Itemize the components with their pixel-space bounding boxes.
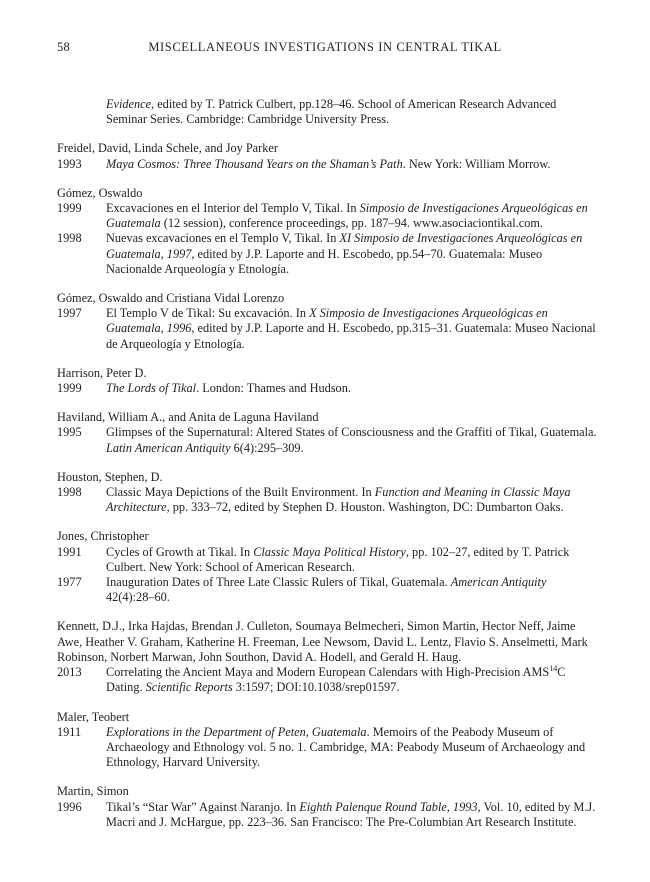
citation-title: Simposio de Investigaciones Arqueológicas en Guatemala: [106, 201, 588, 231]
citation-text: Classic Maya Depictions of the Built Environment. In: [106, 485, 375, 500]
bib-year: 2013: [57, 665, 82, 680]
citation-text: (12 session), conference proceedings, pp. 187–94. www.asociaciontikal.com.: [160, 216, 544, 231]
bib-entry: [57, 410, 597, 456]
bib-author: Houston, Stephen, D.: [57, 469, 163, 484]
citation-text: Tikal’s “Star War” Against Naranjo. In: [106, 799, 300, 814]
bib-citation: [106, 231, 597, 277]
bib-author: Kennett, D.J., Irka Hajdas, Brendan J. Culleton, Soumaya Belmecheri, Simon Martin, Hector Neff, Jaime Awe, Heather V. Graham, Katherine H. Freeman, Lee Newsom, David L. Lentz, Flavio S. Anselmetti, Mark Robinson, Norbert Marwan, John Southon, David A. Hodell, and Gerald H. Haug.: [57, 619, 588, 664]
page-number: 58: [57, 40, 70, 54]
bib-citation: [106, 97, 597, 127]
bib-entry: [57, 529, 597, 605]
bib-entry: [57, 710, 597, 771]
citation-title: Latin American Antiquity: [106, 440, 231, 455]
bib-author: Freidel, David, Linda Schele, and Joy Parker: [57, 141, 278, 156]
citation-text: 42(4):28–60.: [106, 590, 170, 605]
bib-work: [57, 425, 597, 455]
citation-text: Cycles of Growth at Tikal. In: [106, 544, 254, 559]
bib-work: [57, 306, 597, 352]
citation-text: Nuevas excavaciones en el Templo V, Tikal. In: [106, 231, 340, 246]
citation-text: , pp. 333–72, edited by Stephen D. Houston. Washington, DC: Dumbarton Oaks.: [166, 500, 564, 515]
running-title: MISCELLANEOUS INVESTIGATIONS IN CENTRAL TIKAL: [148, 40, 502, 54]
citation-title: American Antiquity: [450, 575, 547, 590]
citation-title: Evidence: [106, 97, 152, 111]
bib-year: 1995: [57, 425, 82, 440]
citation-text: C Dating.: [106, 665, 566, 695]
bib-year: 1977: [57, 575, 82, 590]
bib-citation: [106, 201, 597, 231]
bib-author: Harrison, Peter D.: [57, 365, 147, 380]
bib-year: 1991: [57, 544, 82, 559]
citation-title: Classic Maya Political History: [253, 544, 406, 559]
citation-title: X Simposio de Investigaciones Arqueológicas en Guatemala, 1996: [106, 306, 548, 336]
citation-text: Excavaciones en el Interior del Templo V, Tikal. In: [106, 201, 360, 216]
bib-entry: [57, 470, 597, 516]
bib-work: [57, 485, 597, 515]
bib-entry: [57, 619, 597, 695]
bib-year: 1999: [57, 201, 82, 216]
citation-text: Inauguration Dates of Three Late Classic Rulers of Tikal, Guatemala.: [106, 575, 451, 590]
citation-text: Glimpses of the Supernatural: Altered States of Consciousness and the Graffiti of Tikal, Guatemala.: [106, 425, 597, 440]
bib-citation: [106, 575, 597, 605]
citation-text: , edited by J.P. Laporte and H. Escobedo, pp.315–31. Guatemala: Museo Nacional de Arqueología y Etnología.: [106, 321, 596, 351]
bib-citation: [106, 545, 597, 575]
citation-text: El Templo V de Tikal: Su excavación. In: [106, 306, 310, 321]
bib-entry: [57, 186, 597, 277]
bib-author: Gómez, Oswaldo and Cristiana Vidal Lorenzo: [57, 291, 285, 306]
bib-entry: [57, 784, 597, 830]
citation-title: Scientific Reports: [145, 680, 233, 695]
citation-text: , pp. 102–27, edited by T. Patrick Culbert. New York: School of American Research.: [106, 544, 570, 574]
bib-work: [57, 800, 597, 830]
bib-year: 1998: [57, 485, 82, 500]
bib-citation: [106, 665, 597, 695]
citation-text: . New York: William Morrow.: [402, 156, 551, 171]
bib-year: 1996: [57, 799, 82, 814]
bib-work: [57, 381, 597, 396]
citation-title: Eighth Palenque Round Table, 1993: [299, 799, 478, 814]
bib-year: 1911: [57, 724, 82, 739]
citation-title: Function and Meaning in Classic Maya Architecture: [106, 485, 571, 515]
citation-title: The Lords of Tikal: [106, 381, 197, 396]
bib-citation: [106, 306, 597, 352]
bib-year: 1997: [57, 306, 82, 321]
bib-year: 1993: [57, 156, 82, 171]
bib-work: [57, 545, 597, 575]
bib-citation: [106, 425, 597, 455]
citation-text: , edited by J.P. Laporte and H. Escobedo, pp.54–70. Guatemala: Museo Nacionalde Arqueología y Etnología.: [106, 246, 543, 276]
bib-entry: [57, 366, 597, 396]
citation-title: Explorations in the Department of Peten, Guatemala: [106, 724, 367, 739]
bibliography: [57, 97, 597, 844]
bib-entry: [57, 291, 597, 352]
citation-title: Maya Cosmos: Three Thousand Years on the Shaman’s Path: [106, 156, 403, 171]
bib-citation: [106, 157, 597, 172]
page-header: [57, 40, 593, 56]
bib-citation: [106, 485, 597, 515]
bib-entry: [57, 97, 597, 127]
bib-work: [57, 575, 597, 605]
bib-author: Gómez, Oswaldo: [57, 185, 143, 200]
bib-work: [57, 231, 597, 277]
citation-text: . London: Thames and Hudson.: [196, 381, 351, 396]
bib-author: Maler, Teobert: [57, 709, 130, 724]
citation-text: Correlating the Ancient Maya and Modern European Calendars with High-Precision AMS: [106, 665, 550, 680]
bib-work: [57, 725, 597, 771]
citation-title: XI Simposio de Investigaciones Arqueológicas en Guatemala, 1997: [106, 231, 583, 261]
bib-author: Jones, Christopher: [57, 529, 149, 544]
superscript: 14: [549, 664, 558, 674]
citation-text: , Vol. 10, edited by M.J. Macri and J. McHargue, pp. 223–36. San Francisco: The Pre-Columbian Art Research Institute.: [106, 799, 596, 829]
citation-text: 3:1597; DOI:10.1038/srep01597.: [232, 680, 400, 695]
citation-text: . Memoirs of the Peabody Museum of Archaeology and Ethnology vol. 5 no. 1. Cambridge, MA: Peabody Museum of Archaeology and Ethnology, Harvard University.: [106, 724, 586, 770]
bib-year: 1999: [57, 381, 82, 396]
bib-citation: [106, 725, 597, 771]
citation-text: , edited by T. Patrick Culbert, pp.128–46. School of American Research Advanced Seminar Series. Cambridge: Cambridge University Press.: [106, 97, 557, 127]
bib-entry: [57, 141, 597, 171]
bib-citation: [106, 381, 597, 396]
bib-work: [57, 665, 597, 695]
bib-year: 1998: [57, 231, 82, 246]
bib-work: [57, 97, 597, 127]
bib-citation: [106, 800, 597, 830]
bib-author: Martin, Simon: [57, 784, 129, 799]
bib-work: [57, 157, 597, 172]
citation-text: 6(4):295–309.: [230, 440, 304, 455]
bib-author: Haviland, William A., and Anita de Laguna Haviland: [57, 410, 319, 425]
bib-work: [57, 201, 597, 231]
